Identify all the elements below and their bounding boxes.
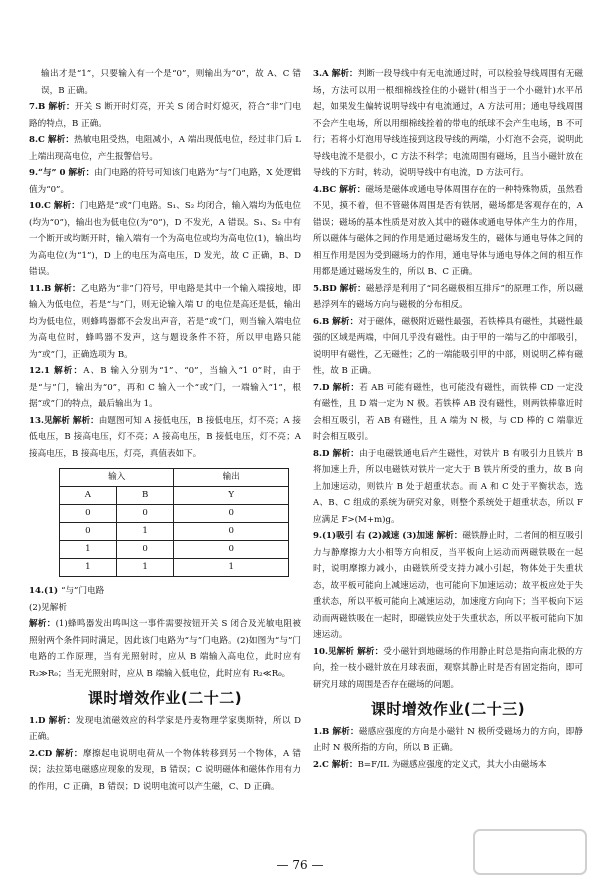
page-number: — 76 — bbox=[276, 858, 324, 872]
answer-text: “与”门电路 bbox=[61, 586, 105, 596]
answer-text: 输出才是“1”，只要输入有一个是“0”，则输出为“0”，故 A、C 错误，B 正确。 bbox=[41, 69, 301, 96]
section-title: 课时增效作业(二十二) bbox=[87, 689, 243, 707]
answer-item bbox=[29, 713, 301, 746]
answer-text: 磁铁静止时，二者间的相互吸引力与静摩擦力大小相等方向相反，当平板向上运动而两磁铁吸在一起时，说明摩擦力减小，由磁铁所受支持力减小引起，物体处于失重状态，故平板可能向上减速运动，也可能向下加速运动；故平板应处于失重状态，所以平板可能向上减速运动，加速度方向向下；当平板向下运动而两磁铁吸在一起时，即磁铁应处于失重状态，所以平板可能向下加速运动。 bbox=[313, 531, 583, 640]
section-title: 课时增效作业(二十三) bbox=[370, 700, 526, 718]
answer-number: 10.见解析 bbox=[313, 646, 358, 657]
right-column bbox=[313, 66, 583, 773]
table-row bbox=[60, 541, 289, 559]
answer-text: 发现电流磁效应的科学家是丹麦物理学家奥斯特，所以 D 正确。 bbox=[29, 715, 301, 742]
table-row bbox=[60, 523, 289, 541]
answer-number: 7.B bbox=[29, 102, 49, 112]
answer-item bbox=[29, 99, 301, 132]
answer-text: 乙电路为“非”门符号，甲电路是其中一个输入端接地，即输入为低电位，若是“与”门，则无论输入端 U 的电位是高还是低，输出均为低电位，则蜂鸣器都不会发出声音，若是“或”门，则当输入端电位为高电位时，蜂鸣器不发声，这与题设条件不符，所以甲电路只能为“或”门，正确选项为 B。 bbox=[29, 283, 301, 360]
answer-text: B=F/IL 为磁感应强度的定义式，其大小由磁场本 bbox=[357, 759, 547, 770]
analysis-label: 解析： bbox=[332, 382, 360, 393]
answer-item bbox=[29, 66, 301, 99]
answer-item bbox=[313, 182, 583, 281]
answer-item bbox=[313, 66, 583, 182]
answer-item bbox=[29, 132, 301, 165]
table-cell: 0 bbox=[116, 541, 174, 559]
answer-text: 若 AB 可能有磁性，也可能没有磁性，而铁棒 CD 一定没有磁性，且 D 端一定为 N 极。若铁棒 AB 没有磁性，则两铁棒靠近时会相互吸引，若 AB 有磁性，且 A 端为 N 极，与 CD 棒的 C 端靠近时会相互吸引。 bbox=[313, 382, 583, 442]
analysis-label: 解析： bbox=[357, 646, 384, 657]
answer-text: 摩擦起电说明电荷从一个物体转移到另一个物体，A 错误；法拉第电磁感应现象的发现，B 错误；C 说明磁体和磁体作用有力的作用，C 正确，B 错误；D 说明电流可以产生磁，C、D 正确。 bbox=[29, 748, 301, 792]
table-row bbox=[60, 505, 289, 523]
answer-item bbox=[313, 724, 583, 757]
answer-text: 由题图可知 A 接低电压，B 接低电压，灯不亮；A 接低电压，B 接高电压，灯不亮；A 接高电压，B 接低电压，灯不亮；A 接高电压，B 接高电压，灯亮，真值表如下。 bbox=[29, 415, 301, 459]
answer-item bbox=[29, 746, 301, 796]
answer-text: 由门电路的符号可知该门电路为“与”门电路，X 处逻辑值为“0”。 bbox=[29, 168, 301, 195]
analysis-label: 解析： bbox=[332, 316, 359, 327]
answer-text: 门电路是“或”门电路。S₁、S₂ 均闭合，输入端均为低电位(均为“0”)，输出也为低电位(为“0”)，D 不发光，A 错误。S₁、S₂ 中有一个断开或均断开时，输入端有一个为高电位或均为高电位(1)，输出均为高电位(为“1”)，D 上的电压为高电压，D 发光，故 C 正确，B、D 错误。 bbox=[29, 201, 301, 277]
analysis-label: 解析： bbox=[331, 69, 358, 79]
answer-item bbox=[313, 757, 583, 774]
answer-number: 4.BC bbox=[313, 184, 340, 195]
table-column-header: A bbox=[60, 487, 117, 505]
table-header: 输入 bbox=[60, 469, 174, 487]
answer-number: 8.D bbox=[313, 448, 333, 459]
answer-number: 13.见解析 bbox=[29, 415, 73, 426]
analysis-label: 解析： bbox=[339, 184, 366, 195]
analysis-label: 解析： bbox=[68, 168, 95, 178]
answer-item bbox=[29, 413, 301, 463]
answer-text: 受小磁针到地磁场的作用静止时总是指向南北极的方向，拴一枝小磁针放在月球表面，观察其静止时是否有固定指向，即可研究月球的周围是否存在磁场的问题。 bbox=[313, 646, 583, 690]
table-column-header: Y bbox=[174, 487, 289, 505]
answer-item bbox=[313, 281, 583, 314]
answer-item bbox=[29, 198, 301, 281]
answer-item bbox=[313, 380, 583, 446]
table-cell: 0 bbox=[174, 523, 289, 541]
table-cell: 1 bbox=[60, 541, 117, 559]
analysis-label: 解析： bbox=[55, 748, 84, 759]
table-cell: 0 bbox=[60, 523, 117, 541]
analysis-label: 解析： bbox=[332, 448, 360, 459]
left-column bbox=[29, 66, 301, 795]
table-cell: 0 bbox=[116, 505, 174, 523]
analysis-label: 解析： bbox=[47, 135, 75, 145]
answer-text: 磁感应强度的方向是小磁针 N 极所受磁场力的方向，即静止时 N 极所指的方向，所以 B 正确。 bbox=[313, 726, 583, 753]
watermark-logo bbox=[470, 826, 590, 878]
answer-item bbox=[313, 528, 583, 644]
table-row bbox=[60, 559, 289, 577]
table-cell: 1 bbox=[116, 559, 174, 577]
answer-text: A、B 输入分别为“1”、“0”，当输入“1 0”时，由于是“与”门，输出为“0”，再和 C 输入一个“或”门，一端输入“1”，根据“或”门的特点，最后输出为 1。 bbox=[29, 366, 301, 409]
table-cell: 1 bbox=[174, 559, 289, 577]
answer-text: (2)见解析 bbox=[29, 602, 67, 613]
answer-text: (1)蜂鸣器发出鸣叫这一事件需要按钮开关 S 闭合及光敏电阻被照射两个条件同时满足，因此该门电路为“与”门电路。(2)如图为“与”门电路的工作原理，当有光照射时，应从 B 端输入高电位，此时应有 R₂≫R₀；当无光照射时，应从 B 端输入低电位，此时应有 R₂≪R₀。 bbox=[29, 619, 301, 679]
answer-item bbox=[29, 583, 301, 600]
analysis-label: 解析： bbox=[53, 201, 80, 211]
answer-item bbox=[313, 314, 583, 380]
table-cell: 0 bbox=[174, 505, 289, 523]
analysis-label: 解析： bbox=[48, 715, 76, 726]
table-cell: 1 bbox=[116, 523, 174, 541]
table-column-header: B bbox=[116, 487, 174, 505]
answer-number: 1.D bbox=[29, 715, 49, 726]
answer-text: 由于电磁铁通电后产生磁性，对铁片 B 有吸引力且铁片 B 将加速上升，所以电磁铁对铁片一定大于 B 铁片所受的重力，故 B 向上加速运动，则铁片 B 处于超重状态。而 A 和 C 处于平衡状态，选 A、B、C 组成的系统为研究对象，则整个系统处于超重状态，所以 F 应满足 F>(M+m)g。 bbox=[313, 448, 584, 525]
table-header: 输出 bbox=[174, 469, 289, 487]
analysis-label: 解析： bbox=[72, 415, 99, 426]
analysis-label: 解析： bbox=[339, 283, 366, 294]
answer-text: 磁场是磁体或通电导体周围存在的一种特殊物质，虽然看不见，摸不着，但不管磁体周围是否有铁屑，磁场都是客观存在的，A 错误；磁场的基本性质是对放入其中的磁体或通电导体产生力的作用，所以磁体与磁体之间的作用是通过磁场发生的，磁体与通电导体之间的相互作用是因为受到磁场力的作用，通电导体与通电导体之间的相互作用都是通过磁场发生的，所以 B、C 正确。 bbox=[313, 184, 583, 277]
answer-item bbox=[313, 446, 583, 529]
analysis-label: 解析： bbox=[331, 759, 358, 770]
answer-item bbox=[29, 165, 301, 198]
answer-item bbox=[29, 363, 301, 413]
answer-text: 判断一段导线中有无电流通过时，可以检验导线周围有无磁场，方法可以用一根细棉线拴住的小磁针(相当于一个小磁针)水平吊起，如果发生偏转说明导线中有电流通过，A 方法可用；通电导线周围不会产生电场，所以用细棉线拴着的带电的纸球不会产生电场，B 不可行；若将小灯泡用导线连接到这段导线的两端，小灯泡不会亮，说明此导线电流不是很小，C 方法不科学；电流周围有磁场，且当小磁针放在导线的下方时，转动，说明导线中有电流，D 方法可行。 bbox=[313, 69, 583, 178]
answer-number: 2.C bbox=[313, 759, 332, 770]
analysis-label: 解析： bbox=[54, 366, 84, 376]
answer-number: 11.B bbox=[29, 283, 55, 294]
answer-number: 5.BD bbox=[313, 283, 340, 294]
answer-number: 9.(1)吸引 右 (2)减速 (3)加速 bbox=[313, 531, 437, 541]
answer-text: 热敏电阻受热，电阻减小，A 端出现低电位，经过非门后 L 上端出现高电位，产生报警信号。 bbox=[29, 135, 301, 162]
answer-number: 9.“与” 0 bbox=[29, 168, 69, 178]
answer-number: 1.B bbox=[313, 726, 333, 737]
answer-item bbox=[29, 600, 301, 617]
answer-number: 8.C bbox=[29, 135, 48, 145]
analysis-label: 解析： bbox=[436, 531, 463, 541]
table-cell: 0 bbox=[174, 541, 289, 559]
answer-number: 7.D bbox=[313, 382, 333, 393]
truth-table bbox=[59, 468, 289, 577]
answer-number: 2.CD bbox=[29, 748, 56, 759]
analysis-label: 解析： bbox=[29, 619, 56, 629]
answer-item bbox=[313, 644, 583, 694]
answer-text: 磁悬浮是利用了“同名磁极相互排斥”的原理工作，所以磁悬浮列车的磁场方向与磁极的分布相反。 bbox=[313, 283, 583, 310]
answer-number: 3.A bbox=[313, 69, 332, 79]
answer-number: 12.1 bbox=[29, 366, 55, 376]
answer-number: 6.B bbox=[313, 316, 333, 327]
answer-item bbox=[29, 616, 301, 682]
table-cell: 1 bbox=[60, 559, 117, 577]
answer-text: 对于磁体，磁极附近磁性最强，若铁棒具有磁性，其磁性最强的区域是两端，中间几乎没有磁性。由于甲的一端与乙的中部吸引，说明甲有磁性，乙无磁性；乙的一端能吸引甲的中部，则说明乙棒有磁性，故 B 正确。 bbox=[313, 316, 583, 376]
analysis-label: 解析： bbox=[48, 102, 75, 112]
analysis-label: 解析： bbox=[54, 283, 81, 294]
answer-item bbox=[29, 281, 301, 364]
table-cell: 0 bbox=[60, 505, 117, 523]
answer-number: 14.(1) bbox=[29, 586, 62, 596]
answer-text: 开关 S 断开时灯亮，开关 S 闭合时灯熄灭，符合“非”门电路的特点，B 正确。 bbox=[29, 102, 301, 129]
analysis-label: 解析： bbox=[332, 726, 359, 737]
answer-number: 10.C bbox=[29, 201, 54, 211]
